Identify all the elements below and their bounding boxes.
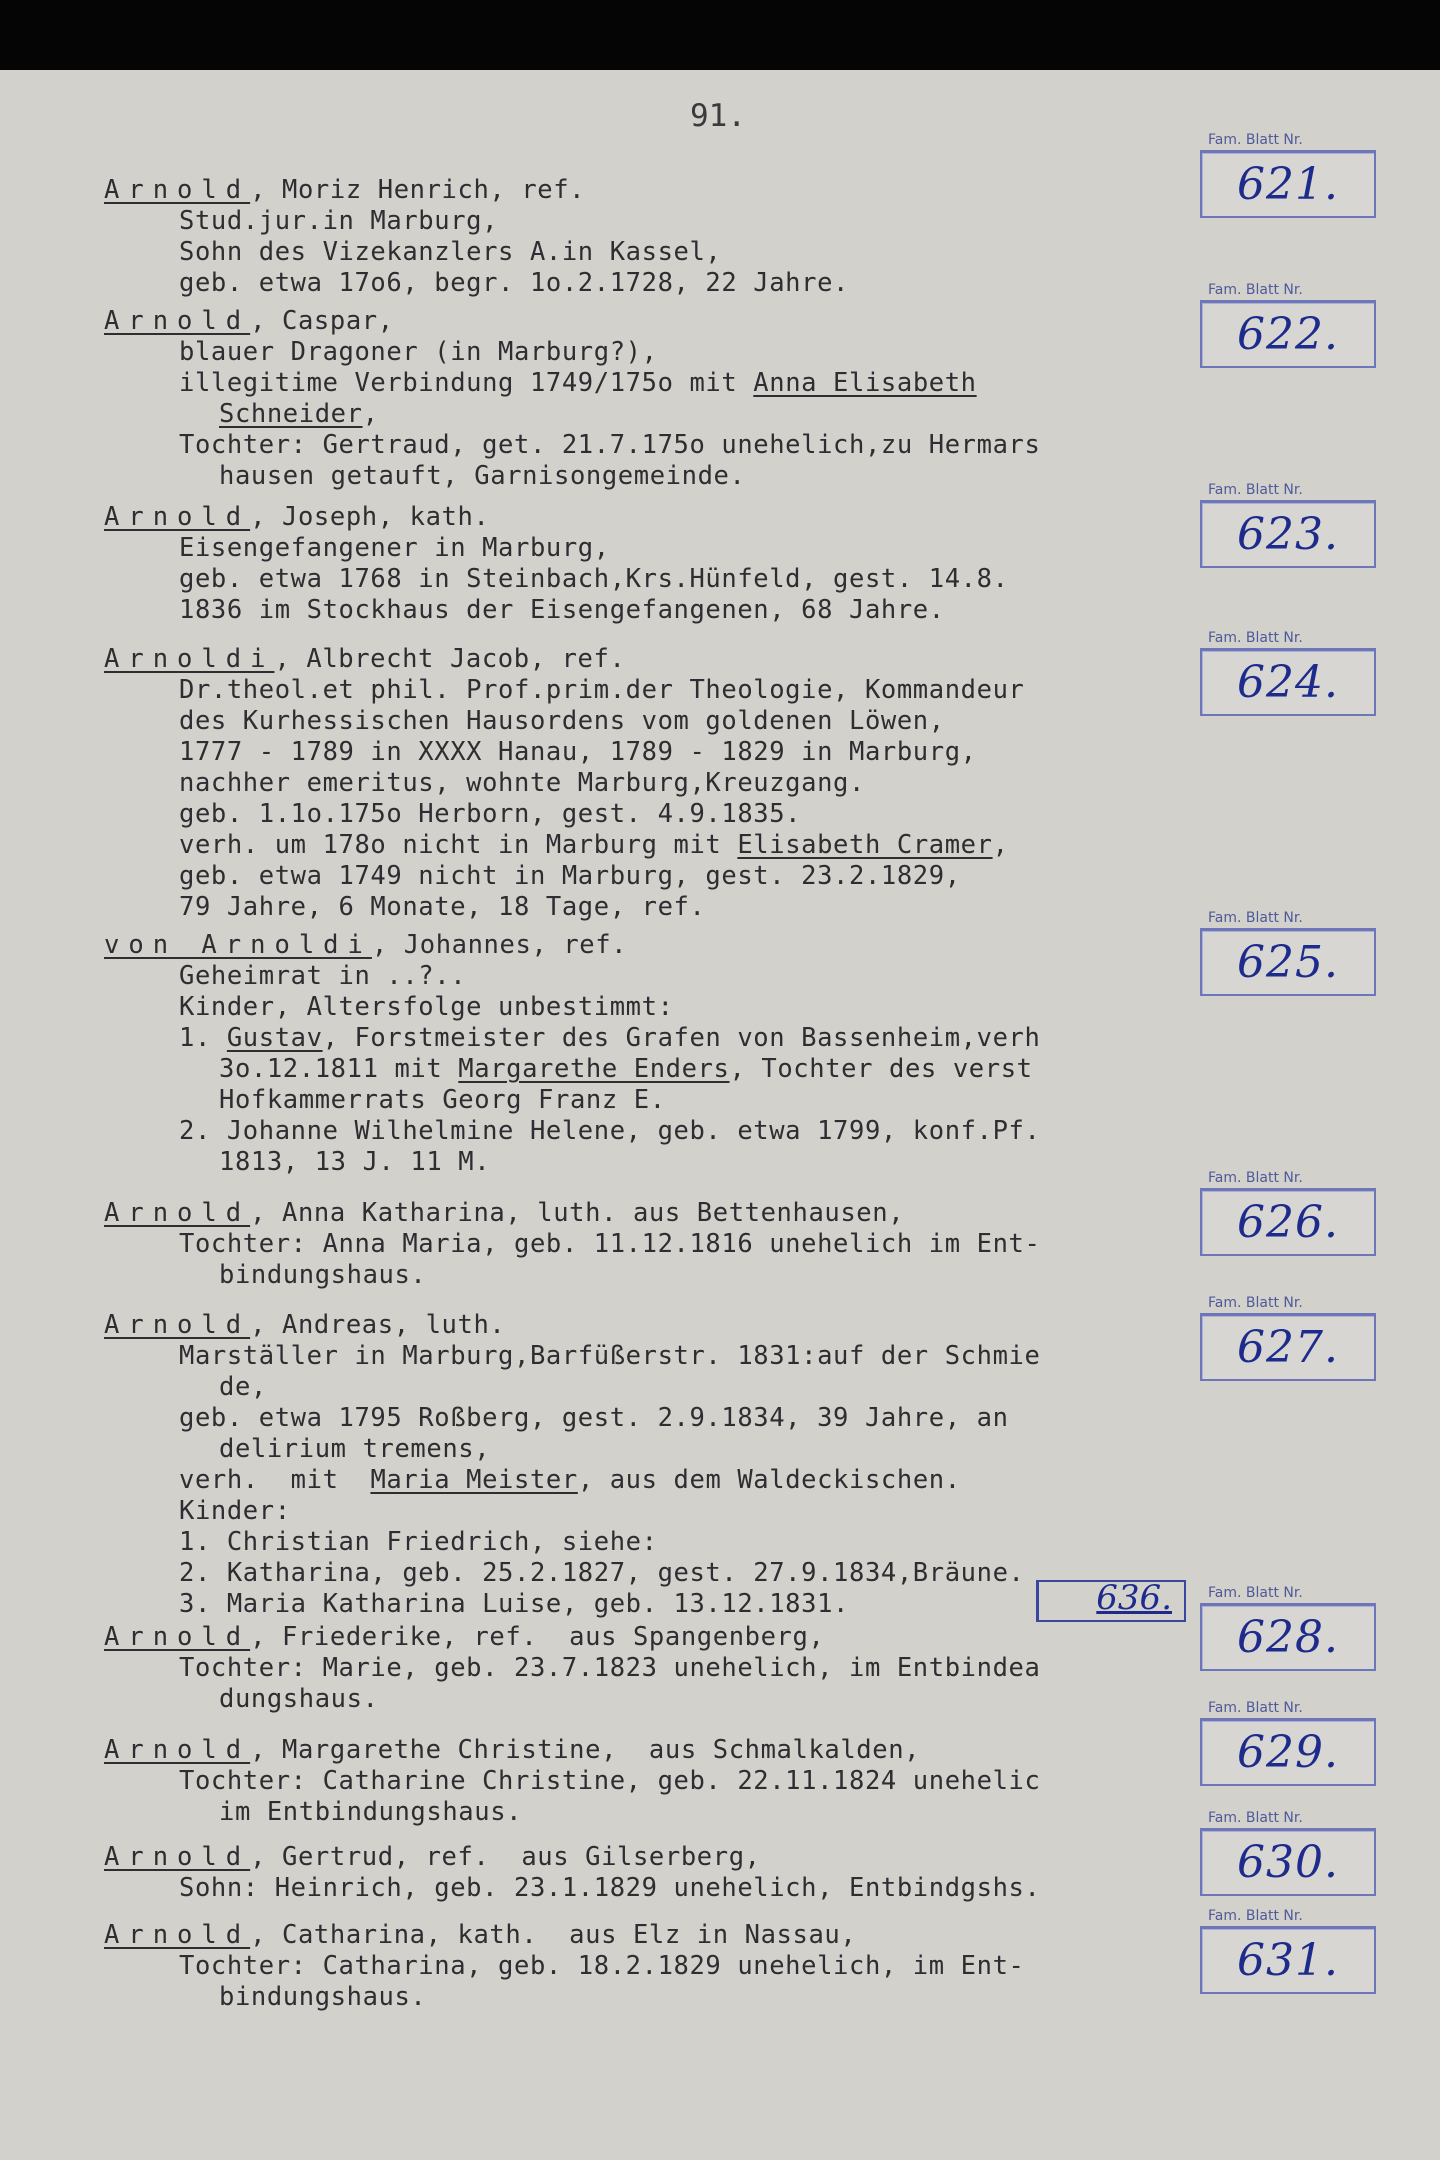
entry-heading: Arnold, Margarethe Christine, aus Schmalkalden, [104, 1735, 921, 1765]
entry-line: Tochter: Gertraud, get. 21.7.175o unehelich,zu Hermars [179, 430, 1041, 460]
entry-line: Sohn des Vizekanzlers A.in Kassel, [179, 237, 722, 267]
document-page [0, 70, 1440, 2160]
entry-line: 3o.12.1811 mit Margarethe Enders, Tochter des verst [219, 1054, 1033, 1084]
entry-arnold-caspar [104, 306, 1204, 492]
card-box [1200, 1188, 1376, 1256]
family-sheet-card [1200, 630, 1380, 716]
entry-line: nachher emeritus, wohnte Marburg,Kreuzgang. [179, 768, 865, 798]
entry-line: de, [219, 1372, 267, 1402]
card-label: Fam. Blatt Nr. [1208, 1908, 1303, 1924]
card-box [1200, 500, 1376, 568]
entry-line: Kinder, Altersfolge unbestimmt: [179, 992, 674, 1022]
entry-line: im Entbindungshaus. [219, 1797, 523, 1827]
surname: Arnoldi [104, 644, 275, 674]
cross-reference-box [1036, 1580, 1186, 1622]
entry-heading: Arnold, Joseph, kath. [104, 502, 490, 532]
card-number: 627. [1237, 1322, 1339, 1373]
surname: Arnold [104, 1622, 251, 1652]
entry-line: 79 Jahre, 6 Monate, 18 Tage, ref. [179, 892, 706, 922]
entry-line: Sohn: Heinrich, geb. 23.1.1829 unehelich, Entbindgshs. [179, 1873, 1041, 1903]
entry-von-arnoldi-johannes [104, 930, 1204, 1178]
entry-line: 2. Johanne Wilhelmine Helene, geb. etwa 1799, konf.Pf. [179, 1116, 1041, 1146]
card-box [1200, 1926, 1376, 1994]
card-number: 626. [1237, 1197, 1339, 1248]
entry-line: 3. Maria Katharina Luise, geb. 13.12.1831. [179, 1589, 849, 1619]
card-label: Fam. Blatt Nr. [1208, 1810, 1303, 1826]
family-sheet-card [1200, 910, 1380, 996]
entry-line: 1. Gustav, Forstmeister des Grafen von Bassenheim,verh [179, 1023, 1041, 1053]
entry-line: Geheimrat in ..?.. [179, 961, 467, 991]
entry-line: bindungshaus. [219, 1982, 427, 2012]
entry-line: Tochter: Catharine Christine, geb. 22.11.1824 unehelic [179, 1766, 1041, 1796]
scanner-top-border [0, 0, 1440, 70]
entry-line: Marställer in Marburg,Barfüßerstr. 1831:auf der Schmie [179, 1341, 1041, 1371]
card-label: Fam. Blatt Nr. [1208, 1700, 1303, 1716]
entry-line: geb. 1.1o.175o Herborn, gest. 4.9.1835. [179, 799, 802, 829]
cross-reference-number: 636. [1096, 1578, 1172, 1618]
card-box [1200, 300, 1376, 368]
entry-line: geb. etwa 1768 in Steinbach,Krs.Hünfeld, gest. 14.8. [179, 564, 1009, 594]
entry-heading: Arnold, Caspar, [104, 306, 394, 336]
entry-line: 1813, 13 J. 11 M. [219, 1147, 491, 1177]
entry-line: bindungshaus. [219, 1260, 427, 1290]
card-number: 625. [1237, 937, 1339, 988]
entry-heading: Arnold, Catharina, kath. aus Elz in Nassau, [104, 1920, 857, 1950]
entry-line: 1836 im Stockhaus der Eisengefangenen, 68 Jahre. [179, 595, 945, 625]
entry-line: dungshaus. [219, 1684, 379, 1714]
entry-arnold-friederike [104, 1622, 1204, 1715]
entry-arnold-joseph [104, 502, 1204, 626]
entry-line: verh. um 178o nicht in Marburg mit Elisabeth Cramer, [179, 830, 1009, 860]
entry-line: Schneider, [219, 399, 379, 429]
entry-arnoldi-albrecht [104, 644, 1204, 923]
surname: Arnold [104, 502, 251, 532]
entry-heading: Arnoldi, Albrecht Jacob, ref. [104, 644, 626, 674]
family-sheet-card [1200, 1295, 1380, 1381]
card-box [1200, 1603, 1376, 1671]
entry-line: Dr.theol.et phil. Prof.prim.der Theologie, Kommandeur [179, 675, 1025, 705]
family-sheet-card [1200, 482, 1380, 568]
card-label: Fam. Blatt Nr. [1208, 1295, 1303, 1311]
card-label: Fam. Blatt Nr. [1208, 1585, 1303, 1601]
entry-line: Hofkammerrats Georg Franz E. [219, 1085, 666, 1115]
card-number: 622. [1237, 309, 1339, 360]
surname: Arnold [104, 175, 251, 205]
family-sheet-card [1200, 282, 1380, 368]
card-number: 623. [1237, 509, 1339, 560]
surname: Arnold [104, 306, 251, 336]
entry-arnold-margarethe [104, 1735, 1204, 1828]
entry-line: Tochter: Anna Maria, geb. 11.12.1816 unehelich im Ent- [179, 1229, 1041, 1259]
surname: von Arnoldi [104, 930, 372, 960]
card-label: Fam. Blatt Nr. [1208, 1170, 1303, 1186]
card-box [1200, 150, 1376, 218]
card-number: 631. [1237, 1935, 1339, 1986]
entry-line: Tochter: Catharina, geb. 18.2.1829 unehelich, im Ent- [179, 1951, 1025, 1981]
entry-line: illegitime Verbindung 1749/175o mit Anna Elisabeth [179, 368, 977, 398]
card-box [1200, 1313, 1376, 1381]
surname: Arnold [104, 1198, 251, 1228]
card-number: 630. [1237, 1837, 1339, 1888]
card-number: 628. [1237, 1612, 1339, 1663]
entry-line: des Kurhessischen Hausordens vom goldenen Löwen, [179, 706, 945, 736]
entry-heading: Arnold, Friederike, ref. aus Spangenberg, [104, 1622, 825, 1652]
card-box [1200, 1718, 1376, 1786]
entry-line: 1777 - 1789 in XXXX Hanau, 1789 - 1829 in Marburg, [179, 737, 977, 767]
entry-arnold-gertrud [104, 1842, 1204, 1904]
family-sheet-card [1200, 1810, 1380, 1896]
entry-line: blauer Dragoner (in Marburg?), [179, 337, 658, 367]
entry-heading: Arnold, Anna Katharina, luth. aus Bettenhausen, [104, 1198, 905, 1228]
card-label: Fam. Blatt Nr. [1208, 482, 1303, 498]
entry-arnold-moriz [104, 175, 1204, 299]
card-box [1200, 928, 1376, 996]
surname: Arnold [104, 1310, 251, 1340]
family-sheet-card [1200, 1908, 1380, 1994]
entry-heading: Arnold, Gertrud, ref. aus Gilserberg, [104, 1842, 761, 1872]
family-sheet-card [1200, 1700, 1380, 1786]
entry-heading: Arnold, Moriz Henrich, ref. [104, 175, 586, 205]
surname: Arnold [104, 1842, 251, 1872]
card-number: 621. [1237, 159, 1339, 210]
card-label: Fam. Blatt Nr. [1208, 132, 1303, 148]
entry-line: 1. Christian Friedrich, siehe: [179, 1527, 658, 1557]
entry-line: delirium tremens, [219, 1434, 491, 1464]
family-sheet-card [1200, 1585, 1380, 1671]
card-box [1200, 648, 1376, 716]
entry-line: Stud.jur.in Marburg, [179, 206, 499, 236]
card-number: 624. [1237, 657, 1339, 708]
entry-arnold-andreas [104, 1310, 1204, 1620]
entry-heading: Arnold, Andreas, luth. [104, 1310, 506, 1340]
card-label: Fam. Blatt Nr. [1208, 630, 1303, 646]
entry-line: geb. etwa 1749 nicht in Marburg, gest. 23.2.1829, [179, 861, 961, 891]
page-number: 91. [690, 98, 746, 134]
family-sheet-card [1200, 132, 1380, 218]
surname: Arnold [104, 1920, 251, 1950]
family-sheet-card [1200, 1170, 1380, 1256]
entry-line: Eisengefangener in Marburg, [179, 533, 610, 563]
entry-line: verh. mit Maria Meister, aus dem Waldeckischen. [179, 1465, 961, 1495]
entry-line: 2. Katharina, geb. 25.2.1827, gest. 27.9.1834,Bräune. [179, 1558, 1025, 1588]
card-label: Fam. Blatt Nr. [1208, 282, 1303, 298]
card-label: Fam. Blatt Nr. [1208, 910, 1303, 926]
surname: Arnold [104, 1735, 251, 1765]
card-number: 629. [1237, 1727, 1339, 1778]
entry-arnold-anna-katharina [104, 1198, 1204, 1291]
entry-line: geb. etwa 17o6, begr. 1o.2.1728, 22 Jahre. [179, 268, 849, 298]
entry-line: geb. etwa 1795 Roßberg, gest. 2.9.1834, 39 Jahre, an [179, 1403, 1009, 1433]
entry-arnold-catharina [104, 1920, 1204, 2013]
entry-line: Kinder: [179, 1496, 291, 1526]
entry-heading: von Arnoldi, Johannes, ref. [104, 930, 628, 960]
entry-line: hausen getauft, Garnisongemeinde. [219, 461, 746, 491]
card-box [1200, 1828, 1376, 1896]
entry-line: Tochter: Marie, geb. 23.7.1823 unehelich, im Entbindea [179, 1653, 1041, 1683]
